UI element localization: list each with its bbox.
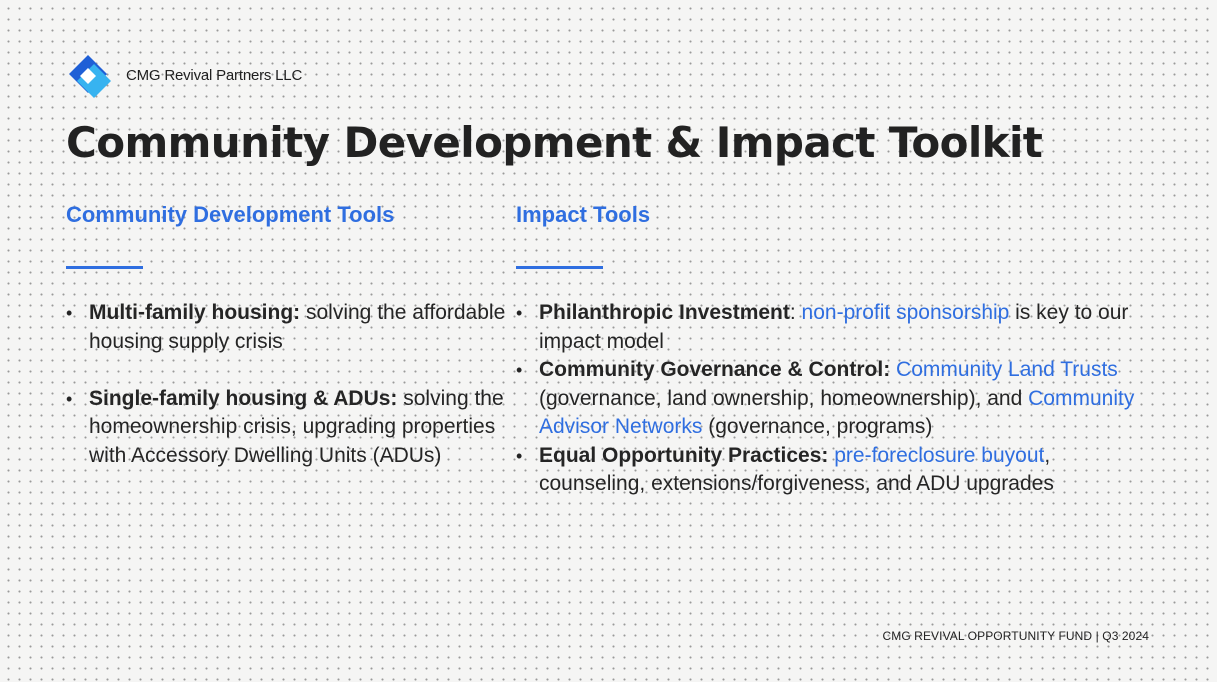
list-item (516, 442, 1156, 499)
page-title: Community Development & Impact Toolkit (66, 118, 1043, 167)
list-item (516, 356, 1156, 442)
item-text: (governance, programs) (702, 415, 933, 438)
column-heading-community-development: Community Development Tools (66, 202, 395, 227)
highlight-link-pre-foreclosure-buyout: pre-foreclosure buyout (828, 443, 1045, 467)
item-text: is key to our impact model (539, 301, 1129, 353)
blue-diamond-logo-icon (66, 52, 112, 98)
list-item (66, 385, 506, 471)
highlight-link-non-profit-sponsorship: non-profit sponsorship (795, 301, 1010, 324)
item-separator: : (789, 301, 796, 324)
footer-text: CMG REVIVAL OPPORTUNITY FUND | Q3 2024 (882, 629, 1149, 643)
item-label: Single-family housing & ADUs: (89, 386, 398, 410)
highlight-link-community-land-trusts: Community Land Trusts (890, 358, 1118, 381)
list-item (66, 299, 506, 356)
impact-tools-column (516, 192, 1156, 499)
highlight-link-community-advisor-networks: Community Advisor Networks (539, 386, 1135, 438)
item-label: Community Governance & Control: (539, 358, 891, 381)
community-development-list (66, 299, 506, 470)
item-text: solving the homeownership crisis, upgrading properties with Accessory Dwelling Units (ADUs) (89, 386, 504, 467)
item-text: (governance, land ownership, homeownership), and (539, 386, 1029, 410)
community-development-column (66, 192, 506, 470)
column-heading-impact-tools: Impact Tools (516, 202, 651, 227)
impact-tools-list (516, 299, 1156, 499)
item-text: , counseling, extensions/forgiveness, and ADU upgrades (539, 443, 1054, 495)
list-item (516, 299, 1156, 356)
company-name: CMG Revival Partners LLC (126, 66, 303, 84)
item-text: solving the affordable housing supply crisis (89, 301, 506, 353)
item-label: Philanthropic Investment (539, 301, 790, 324)
brand-header (66, 52, 302, 98)
item-label: Multi-family housing: (89, 301, 301, 324)
heading-underline (66, 266, 143, 269)
heading-underline (516, 266, 603, 269)
item-label: Equal Opportunity Practices: (539, 443, 829, 467)
